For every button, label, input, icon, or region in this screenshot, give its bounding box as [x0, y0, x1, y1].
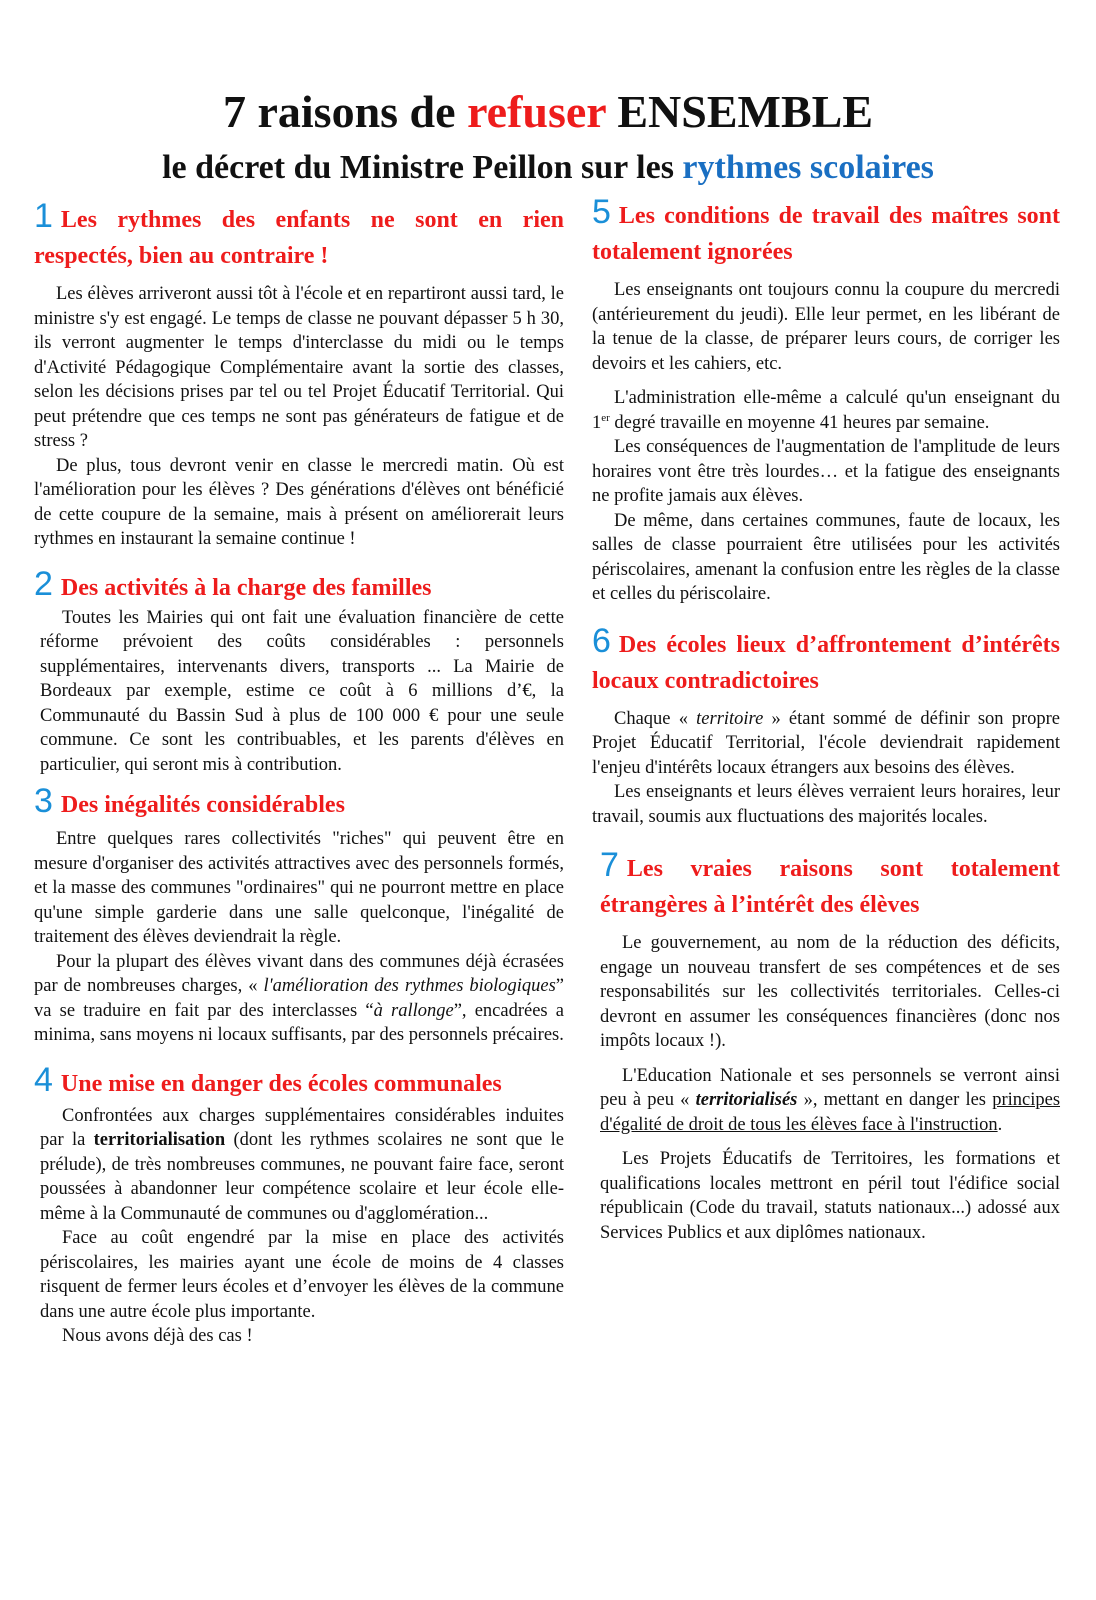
section-number: 6 [592, 621, 611, 660]
section-body [34, 1104, 564, 1349]
paragraph: Entre quelques rares collectivités "riches" qui peuvent être en mesure d'organiser des activités attractives avec des personnels formés, et la masse des communes "ordinaires" qui ne pourront mettre en place qu'une simple garderie dans une salle quelconque, l'inégalité de traitement des élèves deviendrait la règle. [34, 829, 564, 947]
text-run: degré travaille en moyenne 41 heures par semaine. [609, 412, 990, 433]
paragraph [40, 1104, 564, 1227]
section-heading-text: Les vraies raisons sont totalement étrangères à l’intérêt des élèves [600, 856, 1060, 918]
section-number: 5 [592, 193, 611, 231]
text-run-italic: à rallonge [373, 1000, 454, 1021]
section-heading [34, 566, 564, 606]
paragraph [34, 950, 564, 1048]
section-6 [592, 623, 1060, 830]
left-column [34, 198, 564, 1349]
text-run-italic: l'amélioration des rythmes biologiques [263, 976, 556, 996]
section-3 [34, 783, 564, 1048]
section-2 [34, 566, 564, 778]
section-heading [592, 623, 1060, 699]
section-5 [592, 194, 1060, 607]
paragraph [600, 1064, 1060, 1138]
section-body [592, 931, 1060, 1245]
text-run-underlined: principes d'égalité de droit de tous les élèves face à l'instruction [600, 1090, 1061, 1135]
superscript: er [601, 411, 610, 424]
subtitle-part1: le décret du Ministre Peillon sur les [162, 149, 683, 186]
text-run: . [997, 1114, 1003, 1135]
text-run-bold: territorialisation [93, 1130, 226, 1150]
paragraph [592, 386, 1060, 435]
paragraph: Face au coût engendré par la mise en place des activités périscolaires, les mairies ayant une école de moins de 4 classes risquent de fermer leurs écoles et d’envoyer les élèves de la commune dans une autre école plus importante. [40, 1228, 564, 1322]
text-run: Chaque « [614, 708, 697, 729]
subtitle-highlight: rythmes scolaires [682, 149, 934, 186]
section-7 [592, 847, 1060, 1245]
text-run: » étant sommé de définir son propre Projet Éducatif Territorial, l'école deviendrait rapidement l'enjeu d'intérêts locaux étrangers aux besoins des élèves. [592, 708, 1060, 778]
paragraph: Le gouvernement, au nom de la réduction des déficits, engage un nouveau transfert de ses compétences et de ses responsabilités sur les collectivités territoriales. Celles-ci devront en assumer les conséquences financières (donc nos impôts locaux !). [600, 933, 1060, 1051]
section-heading-text: Des inégalités considérables [60, 792, 345, 818]
text-run: Confrontées aux charges supplémentaires considérables induites par la [40, 1105, 564, 1150]
right-column [592, 194, 1060, 1245]
section-body [34, 606, 564, 778]
paragraph [592, 707, 1060, 781]
section-heading [34, 1062, 564, 1102]
text-run: L'administration elle-même a calculé qu'un enseignant du 1 [592, 388, 1060, 433]
paragraph: Les élèves arriveront aussi tôt à l'école et en repartiront aussi tard, le ministre s'y est engagé. Le temps de classe ne pouvant dépasser 5 h 30, ils verront augmenter le temps d'interclasse du midi ou le temps d'Activité Pédagogique Complémentaire avant la sortie des classes, selon les décisions prises par tel ou tel Projet Éducatif Territorial. Qui peut prétendre que ces temps ne sont pas générateurs de fatigue et de stress ? [34, 284, 564, 451]
text-run: L'Education Nationale et ses personnels se verront ainsi peu à peu « [600, 1065, 1060, 1110]
section-heading-text: Des écoles lieux d’affrontement d’intérêts locaux contradictoires [592, 631, 1060, 694]
section-heading-text: Des activités à la charge des familles [60, 574, 432, 601]
title-part1: 7 raisons de [222, 86, 468, 137]
section-number: 3 [34, 782, 53, 820]
text-run: », mettant en danger les [797, 1090, 993, 1110]
section-heading-text: Les rythmes des enfants ne sont en rien respectés, bien au contraire ! [34, 207, 564, 269]
section-body [592, 707, 1060, 830]
paragraph: De même, dans certaines communes, faute de locaux, les salles de classe pourraient être utilisées pour les activités périscolaires, amenant la confusion entre les règles de la classe et celles du périscolaire. [592, 510, 1060, 604]
section-4 [34, 1062, 564, 1349]
page-title [0, 84, 1096, 140]
paragraph: Les conséquences de l'augmentation de l'amplitude de leurs horaires vont être très lourdes… et la fatigue des enseignants ne profite jamais aux élèves. [592, 437, 1060, 506]
paragraph: De plus, tous devront venir en classe le mercredi matin. Où est l'amélioration pour les élèves ? Des générations d'élèves ont bénéficié de cette coupure de la semaine, mais à présent on améliorerait leurs rythmes en instaurant la semaine continue ! [34, 455, 564, 549]
section-heading [592, 194, 1060, 270]
section-heading-text: Une mise en danger des écoles communales [60, 1070, 502, 1097]
section-heading [592, 847, 1060, 923]
section-heading-text: Les conditions de travail des maîtres sont totalement ignorées [592, 203, 1060, 265]
section-number: 7 [600, 846, 619, 884]
paragraph: Nous avons déjà des cas ! [62, 1326, 253, 1346]
paragraph: Les enseignants et leurs élèves verraient leurs horaires, leur travail, soumis aux fluctuations des majorités locales. [592, 782, 1060, 827]
text-run-bold-italic: territorialisés [695, 1090, 798, 1110]
section-number: 1 [34, 197, 53, 235]
text-run: ” va se traduire en fait par des interclasses “ [34, 976, 564, 1021]
title-part2: ENSEMBLE [605, 86, 874, 137]
section-body [34, 827, 564, 1048]
paragraph: Les Projets Éducatifs de Territoires, les formations et qualifications locales mettront en péril tout l'édifice social républicain (Code du travail, statuts nationaux...) adossé aux Services Publics et aux diplômes nationaux. [600, 1149, 1060, 1243]
text-run: ”, encadrées a minima, sans moyens ni locaux suffisants, par des personnels précaires. [34, 1000, 564, 1045]
paragraph: Les enseignants ont toujours connu la coupure du mercredi (antérieurement du jeudi). Elle leur permet, en les libérant de la tenue de la classe, de préparer leurs cours, de corriger les devoirs et les cahiers, etc. [592, 280, 1060, 374]
paragraph: Toutes les Mairies qui ont fait une évaluation financière de cette réforme prévoient des coûts considérables : personnels supplémentaires, intervenants divers, transports ... La Mairie de Bordeaux par exemple, estime ce coût à 6 millions d’€, la Communauté du Bassin Sud à plus de 100 000 € pour une seule commune. Ce sont les contribuables, et les parents d'élèves en particulier, qui seront mis à contribution. [40, 607, 564, 775]
section-body [34, 282, 564, 552]
title-highlight: refuser [467, 86, 606, 137]
section-body [592, 278, 1060, 607]
section-heading [34, 198, 564, 274]
text-run: (dont les rythmes scolaires ne sont que le prélude), de très nombreuses communes, ne pouvant faire face, seront poussées à abandonner leur compétence scolaire et leur école elle-même à la Communauté de communes ou d'agglomération... [40, 1130, 564, 1224]
section-1 [34, 198, 564, 552]
section-heading [34, 783, 564, 823]
page-subtitle [0, 146, 1096, 190]
text-run: Pour la plupart des élèves vivant dans des communes déjà écrasées par de nombreuses charges, « [34, 951, 564, 996]
text-run-italic: territoire [696, 708, 764, 729]
section-number: 4 [34, 1060, 53, 1099]
section-number: 2 [34, 564, 53, 603]
